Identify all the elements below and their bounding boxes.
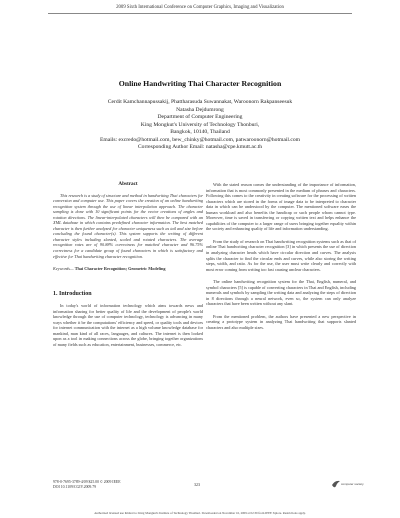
header-rule	[48, 13, 352, 14]
authors-line-1: Cerdit Kamchannapussakij, Phattharasuda Suwannakat, Waroonorn Rakpanseesuk	[107, 99, 293, 105]
paper-title: Online Handwriting Thai Character Recognition	[118, 79, 282, 88]
right-paragraph-4: From the mentioned problem, the authors have presented a new perspective in creating a prototype system in analyzing Thai handwriting that supports slanted characters and also multiple sizes.	[206, 313, 356, 331]
department: Department of Computer Engineering	[157, 114, 243, 120]
right-paragraph-2: From the study of research on Thai handwriting recognition systems such as that of online Thai handwriting character recognition [3] in which presents the use of direction in analyzing character heads which have circular direction and curves. The analysis splits the character to find the circular ends and curves, while also storing the writing steps, width, and ratio. As for the use, the user must write clearly and correctly with most error coming from writing too fast causing unclear characters.	[206, 238, 356, 272]
abstract-text: This research is a study of structure and method in handwriting Thai characters for conversion and computer use. This paper covers the creation of an online handwriting recognition system through the use of linear interpolation approach. The character sampling is done with 10 significant points for the vector creations of angles and rotation directions. The linear-interpolated characters will then be compared with an XML database in which contains predefined character information. The best matched character is then further analyzed for character uniqueness such as tail and size before concluding the found character(s). This system supports the writing of different character styles including slanted, scaled and rotated characters. The average recognition rates are of 90.88% correctness for matched character and 96.75% correctness for a candidate group of found characters in which is satisfactory and effective for Thai handwriting character recognition.	[53, 192, 203, 259]
author-block	[0, 99, 400, 152]
address: Bangkok, 10140, Thailand	[170, 129, 230, 135]
right-paragraph-3: The online handwriting recognition system for the Thai, English, numeral, and symbol characters [5] is capable of converting characters in Thai and English, including numerals and symbols by sampling the writing data and analyzing the steps of direction in 8 directions through a neural network, even so, the system can only analyze characters that have been written without any slant.	[206, 279, 356, 307]
authors-line-2: Natasha Dejdumrong	[176, 106, 224, 113]
keywords-text: Thai Character Recognition; Geometric Modeling	[74, 266, 166, 272]
page-number: 323	[194, 482, 200, 487]
introduction-heading: 1. Introduction	[53, 290, 92, 297]
emails: Emails: excredo@hotmail.com, bew_chinky@hotmail.com, patwaroonorn@hotmail.com	[99, 136, 300, 143]
left-column	[53, 182, 203, 355]
download-notice: Authorized licensed use limited to: King Mongkut's Institute of Technology Thonburi. Downloaded on November 16, 2009 at 02:39 from IEEE Xplore. Restrictions apply.	[94, 511, 306, 515]
footer-publication-info	[53, 480, 121, 490]
keywords-label: Keywords—	[53, 266, 74, 272]
keywords	[53, 266, 203, 272]
footer-doi: DOI 10.1109/CGIV.2009.79	[53, 485, 97, 489]
right-paragraph-1: With the stated reason comes the understanding of the importance of information, information that is most commonly presented in the medium of phrases and characters. Following this comes to the creativity in creating software for the processing of written characters which are stored in the forms of image data to be interpreted to character data in which can be understood by the computer. The mentioned software eases the human workload and also benefits the handicap or such people whom cannot type. Moreover, time is saved in transferring or copying written text and helps enhance the capabilities of the computer to a larger range of users bringing together equality within the society and enhancing quality of life and information understanding.	[206, 182, 356, 232]
footer-isbn: 978-0-7695-3789-4/09 $25.00 © 2009 IEEE	[53, 480, 121, 484]
corresponding-email: Corresponding Author Email: natasha@cpe.kmutt.ac.th	[137, 144, 263, 150]
intro-paragraph-1: In today's world of information technology which aims towards news and information sharing for better quality of life and the development of people's world knowledge through the use of computer technology, technology is advancing in many ways whether it be the computations' efficiency and speed, or quality tools and devices for internet communication with the internet as a high volume knowledge database for mankind, man kind of all races, languages, and cultures. The internet is then looked upon as a tool in making connections across the globe, bringing together organizations of many fields such as education, entertainment, businesses, commerce, etc.	[53, 303, 203, 348]
conference-header: 2009 Sixth International Conference on Computer Graphics, Imaging and Visualization	[116, 5, 284, 10]
abstract-heading: Abstract	[118, 181, 138, 187]
computer-society-logo	[330, 478, 364, 492]
right-column	[206, 182, 356, 338]
university: King Mongkut's University of Technology Thonburi,	[140, 121, 260, 128]
logo-text: computer society	[341, 482, 364, 486]
